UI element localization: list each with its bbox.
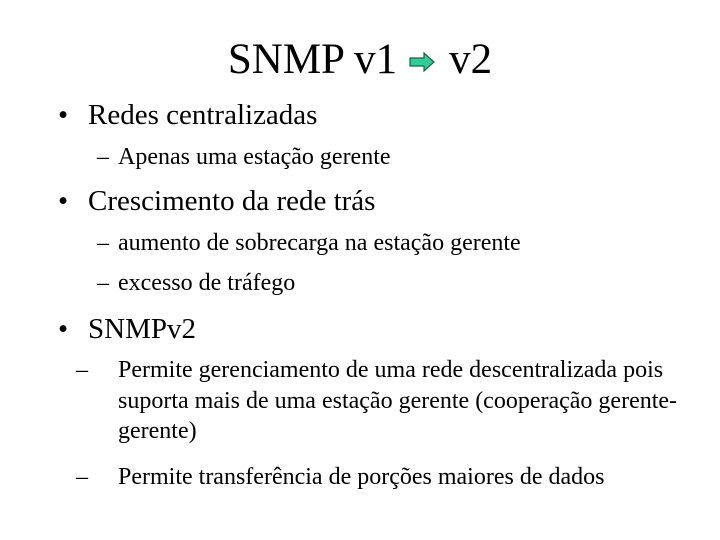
bullet-dot: • xyxy=(58,99,69,131)
sub-text: aumento de sobrecarga na estação gerente xyxy=(118,230,521,256)
sub-text: Permite gerenciamento de uma rede descentralizada pois suporta mais de uma estação gerente (cooperação gerente-gerente) xyxy=(118,357,678,444)
bullet-crescimento xyxy=(58,184,375,218)
bullet-dot: • xyxy=(58,185,69,217)
sub-dash: – xyxy=(97,144,109,170)
bullet-text: SNMPv2 xyxy=(88,313,196,345)
bullet-redes-centralizadas xyxy=(58,98,317,132)
sub-text: excesso de tráfego xyxy=(118,270,296,296)
bullet-text: Redes centralizadas xyxy=(88,99,318,131)
bullet-text: Crescimento da rede trás xyxy=(88,185,376,217)
sub-item xyxy=(76,462,678,493)
right-arrow-icon xyxy=(409,33,435,85)
sub-item xyxy=(97,142,391,172)
sub-dash: – xyxy=(97,230,109,256)
sub-item xyxy=(76,355,678,447)
sub-dash: – xyxy=(97,270,109,296)
sub-dash: – xyxy=(76,464,88,490)
sub-item xyxy=(97,268,295,298)
slide-title xyxy=(0,34,720,89)
title-left: SNMP v1 xyxy=(227,36,398,83)
sub-text: Permite transferência de porções maiores de dados xyxy=(118,464,605,490)
sub-text: Apenas uma estação gerente xyxy=(118,144,391,170)
sub-item xyxy=(97,228,521,258)
bullet-snmpv2 xyxy=(58,312,196,346)
bullet-dot: • xyxy=(58,313,69,345)
title-right: v2 xyxy=(449,36,493,83)
sub-dash: – xyxy=(76,357,88,383)
